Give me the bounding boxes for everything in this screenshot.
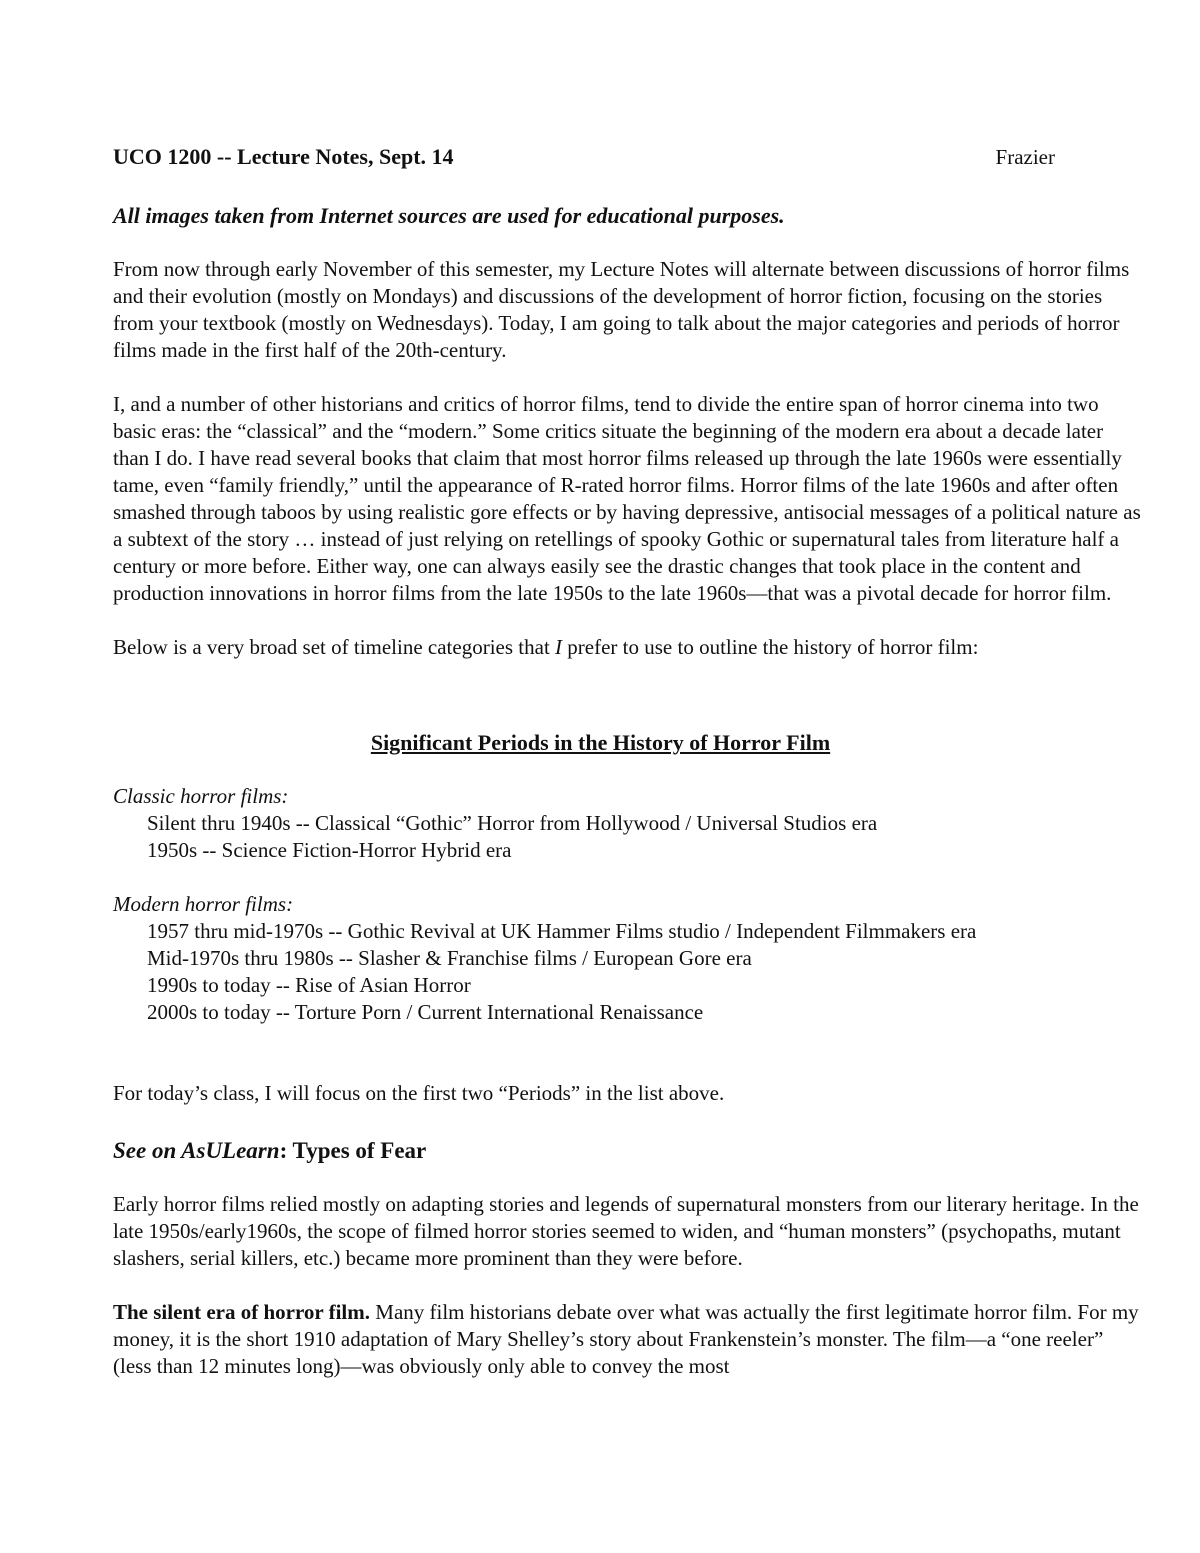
period-item: Mid-1970s thru 1980s -- Slasher & Franchise films / European Gore era [147, 946, 752, 970]
silent-era-paragraph [113, 1299, 1143, 1380]
classic-periods [113, 783, 1143, 864]
period-item: 1990s to today -- Rise of Asian Horror [147, 973, 471, 997]
timeline-intro-before: Below is a very broad set of timeline categories that [113, 635, 556, 659]
silent-era-lead: The silent era of horror film. [113, 1300, 371, 1324]
types-of-fear-heading [113, 1137, 1143, 1164]
timeline-intro-after: prefer to use to outline the history of horror film: [562, 635, 979, 659]
period-item: 1950s -- Science Fiction-Horror Hybrid era [147, 838, 512, 862]
document-page [113, 143, 1143, 1380]
modern-periods [113, 891, 1143, 1026]
periods-heading: Significant Periods in the History of Horror Film [370, 730, 831, 755]
period-item: 2000s to today -- Torture Porn / Current International Renaissance [147, 1000, 704, 1024]
eras-paragraph: I, and a number of other historians and critics of horror films, tend to divide the entire span of horror cinema into two basic eras: the “classical” and the “modern.” Some critics situate the beginning of the modern era about a decade later than I do. I have read several books that claim that most horror films released up through the late 1960s were essentially tame, even “family friendly,” until the appearance of R-rated horror films. Horror films of the late 1960s and after often smashed through taboos by using realistic gore effects or by having depressive, antisocial messages of a political nature as a subtext of the story … instead of just relying on retellings of spooky Gothic or supernatural tales from literature half a century or more before. Either way, one can always easily see the drastic changes that took place in the content and production innovations in horror films from the late 1950s to the late 1960s—that was a pivotal decade for horror film. [113, 392, 1141, 605]
period-item: 1957 thru mid-1970s -- Gothic Revival at UK Hammer Films studio / Independent Filmmakers era [147, 919, 977, 943]
document-header [113, 143, 1143, 175]
fear-paragraph: Early horror films relied mostly on adapting stories and legends of supernatural monsters from our literary heritage. In the late 1950s/early1960s, the scope of filmed horror stories seemed to widen, and “human monsters” (psychopaths, mutant slashers, serial killers, etc.) became more prominent than they were before. [113, 1192, 1139, 1270]
author-name: Frazier [995, 145, 1055, 169]
types-of-fear-title: : Types of Fear [279, 1138, 427, 1163]
timeline-intro-paragraph [113, 634, 1143, 661]
asulearn-reference: See on AsULearn [113, 1138, 280, 1163]
period-item: Silent thru 1940s -- Classical “Gothic” Horror from Hollywood / Universal Studios era [147, 811, 878, 835]
timeline-intro-emphasis: I [555, 635, 563, 659]
classic-label: Classic horror films: [113, 784, 289, 808]
image-disclaimer: All images taken from Internet sources are used for educational purposes. [113, 203, 785, 228]
intro-paragraph: From now through early November of this semester, my Lecture Notes will alternate between discussions of horror films and their evolution (mostly on Mondays) and discussions of the development of horror fiction, focusing on the stories from your textbook (mostly on Wednesdays). Today, I am going to talk about the major categories and periods of horror films made in the first half of the 20th-century. [113, 257, 1130, 362]
document-title: UCO 1200 -- Lecture Notes, Sept. 14 [113, 144, 454, 169]
modern-label: Modern horror films: [113, 892, 294, 916]
silent-era-text: Many film historians debate over what was actually the first legitimate horror film. For my money, it is the short 1910 adaptation of Mary Shelley’s story about Frankenstein’s monster. The film—a “one reeler” (less than 12 minutes long)—was obviously only able to convey the most [113, 1300, 1139, 1378]
focus-paragraph: For today’s class, I will focus on the first two “Periods” in the list above. [113, 1081, 725, 1105]
